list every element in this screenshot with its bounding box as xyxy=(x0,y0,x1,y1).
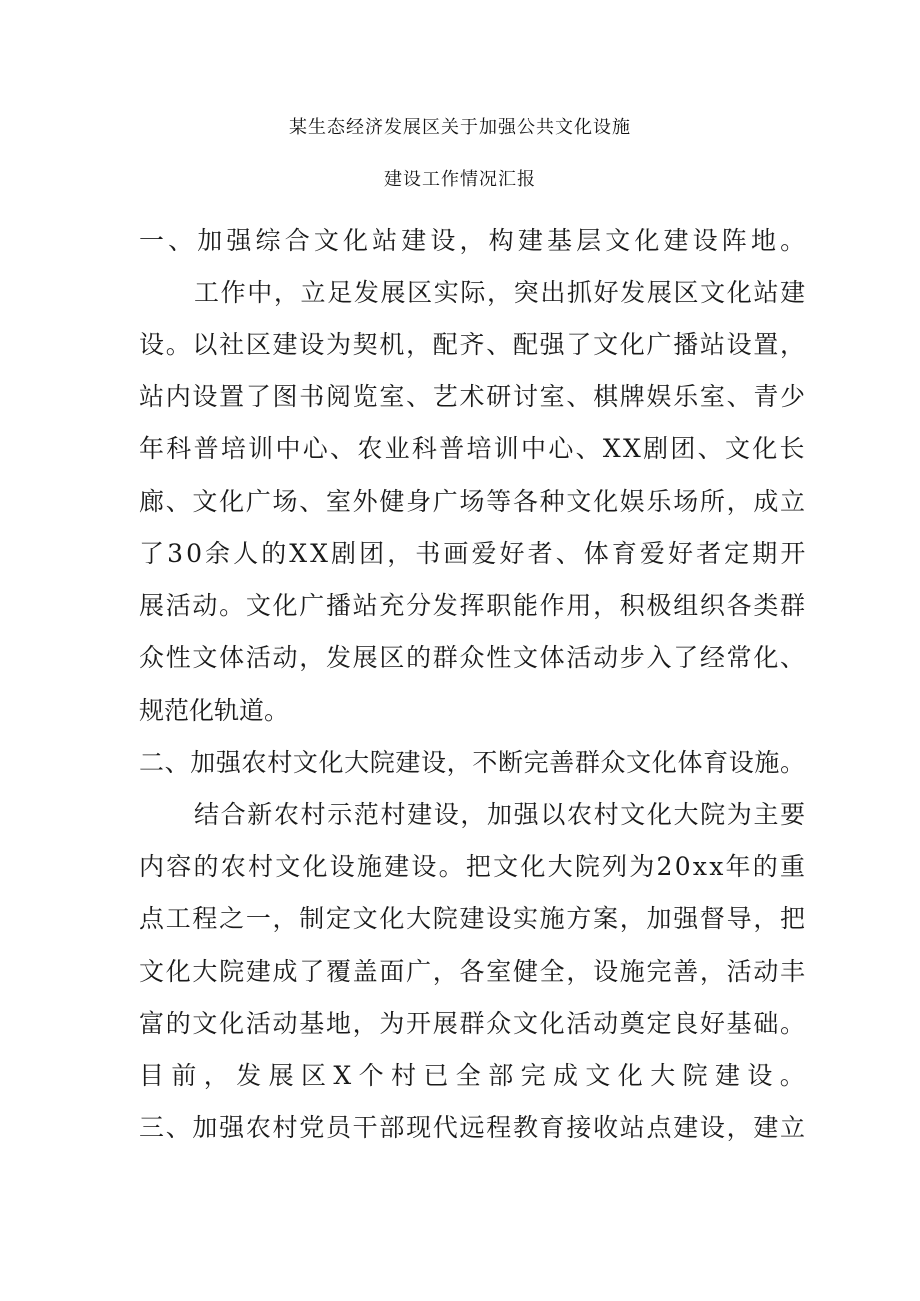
paragraph-line: 站内设置了图书阅览室、艺术研讨室、棋牌娱乐室、青少 xyxy=(139,382,807,411)
paragraph-line: 工作中，立足发展区实际，突出抓好发展区文化站建 xyxy=(194,278,807,307)
section-heading-3: 三、加强农村党员干部现代远程教育接收站点建设，建立 xyxy=(139,1113,807,1142)
section-heading-2: 二、加强农村文化大院建设，不断完善群众文化体育设施。 xyxy=(139,748,806,777)
section-heading-1: 一、加强综合文化站建设，构建基层文化建设阵地。 xyxy=(139,226,810,255)
paragraph-line: 设。以社区建设为契机，配齐、配强了文化广播站设置， xyxy=(139,330,807,359)
paragraph-line: 廊、文化广场、室外健身广场等各种文化娱乐场所，成立 xyxy=(139,487,807,516)
paragraph-line: 规范化轨道。 xyxy=(139,696,290,725)
paragraph-line: 目前，发展区X个村已全部完成文化大院建设。 xyxy=(139,1061,813,1090)
paragraph-line: 众性文体活动，发展区的群众性文体活动步入了经常化、 xyxy=(139,643,807,672)
document-title-line-2: 建设工作情况汇报 xyxy=(384,169,536,190)
paragraph-line: 内容的农村文化设施建设。把文化大院列为20xx年的重 xyxy=(139,852,808,881)
paragraph-line: 结合新农村示范村建设，加强以农村文化大院为主要 xyxy=(194,800,807,829)
paragraph-line: 文化大院建成了覆盖面广，各室健全，设施完善，活动丰 xyxy=(139,957,807,986)
document-title-line-1: 某生态经济发展区关于加强公共文化设施 xyxy=(289,117,631,138)
paragraph-line: 富的文化活动基地，为开展群众文化活动奠定良好基础。 xyxy=(139,1009,807,1038)
paragraph-line: 展活动。文化广播站充分发挥职能作用，积极组织各类群 xyxy=(139,591,807,620)
paragraph-line: 点工程之一，制定文化大院建设实施方案，加强督导，把 xyxy=(139,904,807,933)
paragraph-line: 了30余人的XX剧团，书画爱好者、体育爱好者定期开 xyxy=(139,539,809,568)
paragraph-line: 年科普培训中心、农业科普培训中心、XX剧团、文化长 xyxy=(139,434,807,463)
